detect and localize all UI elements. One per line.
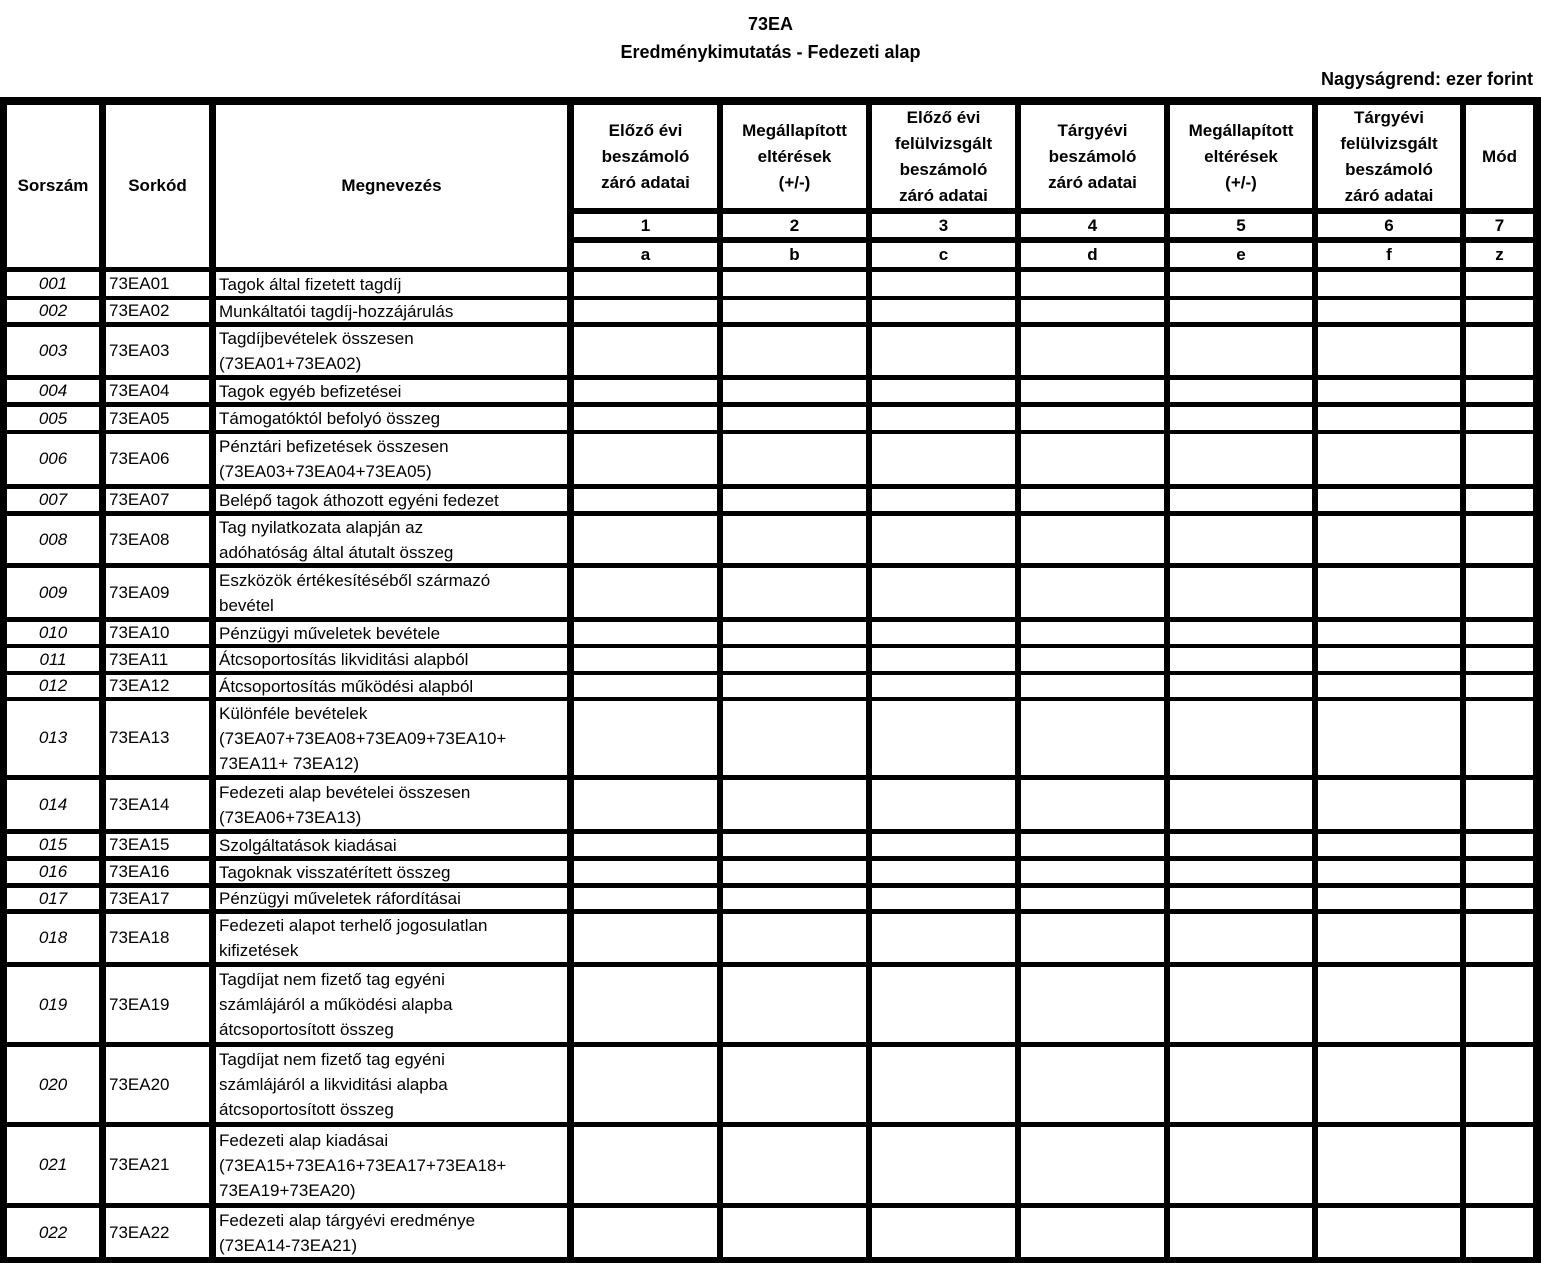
row-description: Átcsoportosítás likviditási alapból bbox=[216, 648, 567, 671]
row-code: 73EA03 bbox=[106, 327, 209, 375]
value-cell[interactable] bbox=[574, 380, 717, 402]
value-cell[interactable] bbox=[872, 380, 1015, 402]
value-cell[interactable] bbox=[1170, 780, 1312, 829]
row-description: Átcsoportosítás működési alapból bbox=[216, 675, 567, 697]
value-cell[interactable] bbox=[1318, 407, 1460, 430]
value-cell[interactable] bbox=[1318, 434, 1460, 484]
value-cell[interactable] bbox=[1466, 834, 1533, 856]
value-cell[interactable] bbox=[1170, 1208, 1312, 1257]
row-code: 73EA02 bbox=[106, 300, 209, 322]
value-cell[interactable] bbox=[1170, 861, 1312, 883]
value-cell[interactable] bbox=[872, 914, 1015, 962]
value-cell[interactable] bbox=[574, 300, 717, 322]
value-cell[interactable] bbox=[1021, 780, 1164, 829]
header-col-letter: d bbox=[1021, 243, 1164, 267]
value-cell[interactable] bbox=[872, 648, 1015, 671]
row-number: 003 bbox=[7, 327, 99, 375]
value-cell[interactable] bbox=[1466, 272, 1533, 296]
value-cell[interactable] bbox=[574, 1208, 717, 1257]
value-cell[interactable] bbox=[872, 1208, 1015, 1257]
value-cell[interactable] bbox=[1021, 914, 1164, 962]
value-cell[interactable] bbox=[723, 622, 866, 644]
value-cell[interactable] bbox=[1466, 914, 1533, 962]
value-cell[interactable] bbox=[574, 780, 717, 829]
value-cell[interactable] bbox=[574, 888, 717, 909]
value-cell[interactable] bbox=[872, 434, 1015, 484]
value-cell[interactable] bbox=[872, 861, 1015, 883]
row-description: Fedezeti alapot terhelő jogosulatlan kifizetések bbox=[216, 914, 567, 962]
value-cell[interactable] bbox=[872, 888, 1015, 909]
row-number: 019 bbox=[7, 967, 99, 1042]
row-code: 73EA19 bbox=[106, 967, 209, 1042]
value-cell[interactable] bbox=[723, 675, 866, 697]
value-cell[interactable] bbox=[723, 434, 866, 484]
row-description: Tagdíjat nem fizető tag egyéni számlájáról a működési alapba átcsoportosított összeg bbox=[216, 967, 567, 1042]
value-cell[interactable] bbox=[1021, 967, 1164, 1042]
row-number: 014 bbox=[7, 780, 99, 829]
row-description: Tagok által fizetett tagdíj bbox=[216, 272, 567, 296]
row-code: 73EA13 bbox=[106, 701, 209, 775]
value-cell[interactable] bbox=[1021, 327, 1164, 375]
value-cell[interactable] bbox=[723, 780, 866, 829]
row-code: 73EA18 bbox=[106, 914, 209, 962]
header-col-label: Tárgyévi felülvizsgált beszámoló záró adatai bbox=[1318, 105, 1460, 208]
value-cell[interactable] bbox=[1318, 780, 1460, 829]
value-cell[interactable] bbox=[1318, 489, 1460, 511]
value-cell[interactable] bbox=[1466, 407, 1533, 430]
row-number: 020 bbox=[7, 1047, 99, 1122]
row-number: 011 bbox=[7, 648, 99, 671]
header-col-letter: f bbox=[1318, 243, 1460, 267]
value-cell[interactable] bbox=[723, 407, 866, 430]
value-cell[interactable] bbox=[1318, 1208, 1460, 1257]
row-description: Tagoknak visszatérített összeg bbox=[216, 861, 567, 883]
value-cell[interactable] bbox=[1021, 1047, 1164, 1122]
row-code: 73EA06 bbox=[106, 434, 209, 484]
header-col-number: 7 bbox=[1466, 214, 1533, 237]
row-description: Tagdíjat nem fizető tag egyéni számlájáról a likviditási alapba átcsoportosított összeg bbox=[216, 1047, 567, 1122]
header-col-number: 1 bbox=[574, 214, 717, 237]
value-cell[interactable] bbox=[574, 516, 717, 563]
value-cell[interactable] bbox=[872, 272, 1015, 296]
value-cell[interactable] bbox=[1021, 648, 1164, 671]
value-cell[interactable] bbox=[1466, 701, 1533, 775]
row-number: 004 bbox=[7, 380, 99, 402]
row-description: Szolgáltatások kiadásai bbox=[216, 834, 567, 856]
value-cell[interactable] bbox=[1466, 675, 1533, 697]
header-col-letter: a bbox=[574, 243, 717, 267]
row-description: Belépő tagok áthozott egyéni fedezet bbox=[216, 489, 567, 511]
value-cell[interactable] bbox=[723, 516, 866, 563]
value-cell[interactable] bbox=[574, 568, 717, 617]
value-cell[interactable] bbox=[1170, 407, 1312, 430]
value-cell[interactable] bbox=[574, 648, 717, 671]
value-cell[interactable] bbox=[1466, 967, 1533, 1042]
value-cell[interactable] bbox=[1021, 675, 1164, 697]
value-cell[interactable] bbox=[1466, 434, 1533, 484]
value-cell[interactable] bbox=[1318, 568, 1460, 617]
value-cell[interactable] bbox=[1466, 489, 1533, 511]
value-cell[interactable] bbox=[1466, 648, 1533, 671]
value-cell[interactable] bbox=[1021, 1208, 1164, 1257]
value-cell[interactable] bbox=[574, 675, 717, 697]
value-cell[interactable] bbox=[574, 1047, 717, 1122]
row-description: Támogatóktól befolyó összeg bbox=[216, 407, 567, 430]
row-number: 021 bbox=[7, 1127, 99, 1203]
value-cell[interactable] bbox=[723, 1127, 866, 1203]
value-cell[interactable] bbox=[1466, 1127, 1533, 1203]
row-code: 73EA05 bbox=[106, 407, 209, 430]
value-cell[interactable] bbox=[1318, 1127, 1460, 1203]
value-cell[interactable] bbox=[1170, 327, 1312, 375]
value-cell[interactable] bbox=[1466, 622, 1533, 644]
row-description: Különféle bevételek (73EA07+73EA08+73EA09+73EA10+ 73EA11+ 73EA12) bbox=[216, 701, 567, 775]
value-cell[interactable] bbox=[872, 701, 1015, 775]
value-cell[interactable] bbox=[1318, 701, 1460, 775]
row-number: 006 bbox=[7, 434, 99, 484]
value-cell[interactable] bbox=[723, 914, 866, 962]
value-cell[interactable] bbox=[1021, 434, 1164, 484]
value-cell[interactable] bbox=[1021, 272, 1164, 296]
row-number: 005 bbox=[7, 407, 99, 430]
value-cell[interactable] bbox=[872, 516, 1015, 563]
header-col-label: Tárgyévi beszámoló záró adatai bbox=[1021, 105, 1164, 208]
value-cell[interactable] bbox=[1021, 516, 1164, 563]
header-col-label: Előző évi beszámoló záró adatai bbox=[574, 105, 717, 208]
header-col-number: 4 bbox=[1021, 214, 1164, 237]
value-cell[interactable] bbox=[1466, 1208, 1533, 1257]
value-cell[interactable] bbox=[1466, 568, 1533, 617]
row-description: Fedezeti alap tárgyévi eredménye (73EA14-73EA21) bbox=[216, 1208, 567, 1257]
value-cell[interactable] bbox=[872, 780, 1015, 829]
header-col-label: Mód bbox=[1466, 105, 1533, 208]
value-cell[interactable] bbox=[1318, 648, 1460, 671]
value-cell[interactable] bbox=[1466, 780, 1533, 829]
row-number: 016 bbox=[7, 861, 99, 883]
row-code: 73EA01 bbox=[106, 272, 209, 296]
value-cell[interactable] bbox=[1318, 380, 1460, 402]
value-cell[interactable] bbox=[1021, 861, 1164, 883]
row-number: 007 bbox=[7, 489, 99, 511]
row-description: Eszközök értékesítéséből származó bevétel bbox=[216, 568, 567, 617]
row-description: Pénzügyi műveletek bevétele bbox=[216, 622, 567, 644]
value-cell[interactable] bbox=[1318, 914, 1460, 962]
header-col-label: Megállapított eltérések (+/-) bbox=[723, 105, 866, 208]
row-description: Pénzügyi műveletek ráfordításai bbox=[216, 888, 567, 909]
value-cell[interactable] bbox=[1170, 300, 1312, 322]
value-cell[interactable] bbox=[1466, 380, 1533, 402]
value-cell[interactable] bbox=[872, 1047, 1015, 1122]
row-code: 73EA20 bbox=[106, 1047, 209, 1122]
value-cell[interactable] bbox=[1170, 434, 1312, 484]
value-cell[interactable] bbox=[1170, 380, 1312, 402]
value-cell[interactable] bbox=[574, 407, 717, 430]
value-cell[interactable] bbox=[872, 300, 1015, 322]
value-cell[interactable] bbox=[1318, 1047, 1460, 1122]
value-cell[interactable] bbox=[1170, 568, 1312, 617]
value-cell[interactable] bbox=[1170, 675, 1312, 697]
header-sorszam: Sorszám bbox=[7, 105, 99, 267]
row-code: 73EA09 bbox=[106, 568, 209, 617]
value-cell[interactable] bbox=[1318, 272, 1460, 296]
value-cell[interactable] bbox=[723, 272, 866, 296]
value-cell[interactable] bbox=[1170, 648, 1312, 671]
value-cell[interactable] bbox=[1318, 834, 1460, 856]
value-cell[interactable] bbox=[723, 701, 866, 775]
value-cell[interactable] bbox=[1170, 914, 1312, 962]
value-cell[interactable] bbox=[1466, 861, 1533, 883]
value-cell[interactable] bbox=[1170, 1127, 1312, 1203]
row-number: 001 bbox=[7, 272, 99, 296]
value-cell[interactable] bbox=[1318, 675, 1460, 697]
header-col-letter: z bbox=[1466, 243, 1533, 267]
row-number: 017 bbox=[7, 888, 99, 909]
row-description: Fedezeti alap bevételei összesen (73EA06+73EA13) bbox=[216, 780, 567, 829]
row-code: 73EA11 bbox=[106, 648, 209, 671]
value-cell[interactable] bbox=[574, 489, 717, 511]
header-col-letter: e bbox=[1170, 243, 1312, 267]
value-cell[interactable] bbox=[1021, 407, 1164, 430]
value-cell[interactable] bbox=[723, 380, 866, 402]
row-description: Munkáltatói tagdíj-hozzájárulás bbox=[216, 300, 567, 322]
value-cell[interactable] bbox=[1466, 1047, 1533, 1122]
value-cell[interactable] bbox=[1021, 701, 1164, 775]
value-cell[interactable] bbox=[574, 434, 717, 484]
value-cell[interactable] bbox=[723, 489, 866, 511]
row-code: 73EA12 bbox=[106, 675, 209, 697]
value-cell[interactable] bbox=[1021, 489, 1164, 511]
value-cell[interactable] bbox=[574, 327, 717, 375]
row-number: 009 bbox=[7, 568, 99, 617]
value-cell[interactable] bbox=[1170, 701, 1312, 775]
value-cell[interactable] bbox=[1021, 380, 1164, 402]
header-col-number: 2 bbox=[723, 214, 866, 237]
row-code: 73EA04 bbox=[106, 380, 209, 402]
value-cell[interactable] bbox=[723, 1208, 866, 1257]
value-cell[interactable] bbox=[1318, 967, 1460, 1042]
row-code: 73EA10 bbox=[106, 622, 209, 644]
row-number: 008 bbox=[7, 516, 99, 563]
value-cell[interactable] bbox=[574, 272, 717, 296]
header-megnevezes: Megnevezés bbox=[216, 105, 567, 267]
value-cell[interactable] bbox=[1021, 888, 1164, 909]
value-cell[interactable] bbox=[1170, 967, 1312, 1042]
value-cell[interactable] bbox=[1170, 888, 1312, 909]
header-col-label: Előző évi felülvizsgált beszámoló záró adatai bbox=[872, 105, 1015, 208]
form-title: Eredménykimutatás - Fedezeti alap bbox=[620, 42, 921, 62]
value-cell[interactable] bbox=[574, 967, 717, 1042]
value-cell[interactable] bbox=[1170, 1047, 1312, 1122]
value-cell[interactable] bbox=[1466, 888, 1533, 909]
value-cell[interactable] bbox=[1021, 1127, 1164, 1203]
value-cell[interactable] bbox=[872, 407, 1015, 430]
row-code: 73EA17 bbox=[106, 888, 209, 909]
value-cell[interactable] bbox=[1318, 888, 1460, 909]
value-cell[interactable] bbox=[1466, 516, 1533, 563]
value-cell[interactable] bbox=[1170, 622, 1312, 644]
row-code: 73EA08 bbox=[106, 516, 209, 563]
value-cell[interactable] bbox=[1318, 300, 1460, 322]
form-code-title: 73EA bbox=[747, 14, 794, 34]
value-cell[interactable] bbox=[1170, 272, 1312, 296]
value-cell[interactable] bbox=[872, 967, 1015, 1042]
value-cell[interactable] bbox=[574, 1127, 717, 1203]
header-sorkod: Sorkód bbox=[106, 105, 209, 267]
row-number: 018 bbox=[7, 914, 99, 962]
row-code: 73EA14 bbox=[106, 780, 209, 829]
report-table bbox=[0, 97, 1541, 1263]
value-cell[interactable] bbox=[872, 489, 1015, 511]
value-cell[interactable] bbox=[574, 861, 717, 883]
value-cell[interactable] bbox=[723, 327, 866, 375]
value-cell[interactable] bbox=[1021, 568, 1164, 617]
value-cell[interactable] bbox=[723, 861, 866, 883]
value-cell[interactable] bbox=[1170, 489, 1312, 511]
row-code: 73EA16 bbox=[106, 861, 209, 883]
value-cell[interactable] bbox=[574, 622, 717, 644]
value-cell[interactable] bbox=[872, 327, 1015, 375]
row-number: 022 bbox=[7, 1208, 99, 1257]
row-number: 013 bbox=[7, 701, 99, 775]
row-code: 73EA22 bbox=[106, 1208, 209, 1257]
row-description: Tagok egyéb befizetései bbox=[216, 380, 567, 402]
row-number: 012 bbox=[7, 675, 99, 697]
value-cell[interactable] bbox=[872, 834, 1015, 856]
value-cell[interactable] bbox=[872, 675, 1015, 697]
value-cell[interactable] bbox=[723, 888, 866, 909]
header-col-number: 6 bbox=[1318, 214, 1460, 237]
value-cell[interactable] bbox=[1170, 516, 1312, 563]
row-number: 010 bbox=[7, 622, 99, 644]
value-cell[interactable] bbox=[1318, 516, 1460, 563]
row-description: Fedezeti alap kiadásai (73EA15+73EA16+73EA17+73EA18+ 73EA19+73EA20) bbox=[216, 1127, 567, 1203]
value-cell[interactable] bbox=[574, 834, 717, 856]
value-cell[interactable] bbox=[1021, 834, 1164, 856]
value-cell[interactable] bbox=[574, 701, 717, 775]
value-cell[interactable] bbox=[1021, 622, 1164, 644]
header-col-number: 5 bbox=[1170, 214, 1312, 237]
value-cell[interactable] bbox=[1318, 861, 1460, 883]
value-cell[interactable] bbox=[1466, 327, 1533, 375]
unit-note: Nagyságrend: ezer forint bbox=[1320, 69, 1533, 89]
value-cell[interactable] bbox=[872, 568, 1015, 617]
value-cell[interactable] bbox=[872, 622, 1015, 644]
value-cell[interactable] bbox=[723, 967, 866, 1042]
value-cell[interactable] bbox=[723, 648, 866, 671]
row-number: 002 bbox=[7, 300, 99, 322]
value-cell[interactable] bbox=[1021, 300, 1164, 322]
value-cell[interactable] bbox=[1318, 622, 1460, 644]
row-description: Tag nyilatkozata alapján az adóhatóság által átutalt összeg bbox=[216, 516, 567, 563]
header-col-label: Megállapított eltérések (+/-) bbox=[1170, 105, 1312, 208]
value-cell[interactable] bbox=[723, 568, 866, 617]
row-description: Pénztári befizetések összesen (73EA03+73EA04+73EA05) bbox=[216, 434, 567, 484]
row-code: 73EA21 bbox=[106, 1127, 209, 1203]
header-col-letter: c bbox=[872, 243, 1015, 267]
value-cell[interactable] bbox=[1318, 327, 1460, 375]
header-col-number: 3 bbox=[872, 214, 1015, 237]
row-number: 015 bbox=[7, 834, 99, 856]
value-cell[interactable] bbox=[723, 834, 866, 856]
value-cell[interactable] bbox=[1466, 300, 1533, 322]
row-code: 73EA07 bbox=[106, 489, 209, 511]
value-cell[interactable] bbox=[723, 1047, 866, 1122]
row-code: 73EA15 bbox=[106, 834, 209, 856]
value-cell[interactable] bbox=[872, 1127, 1015, 1203]
row-description: Tagdíjbevételek összesen (73EA01+73EA02) bbox=[216, 327, 567, 375]
value-cell[interactable] bbox=[1170, 834, 1312, 856]
value-cell[interactable] bbox=[574, 914, 717, 962]
header-col-letter: b bbox=[723, 243, 866, 267]
value-cell[interactable] bbox=[723, 300, 866, 322]
